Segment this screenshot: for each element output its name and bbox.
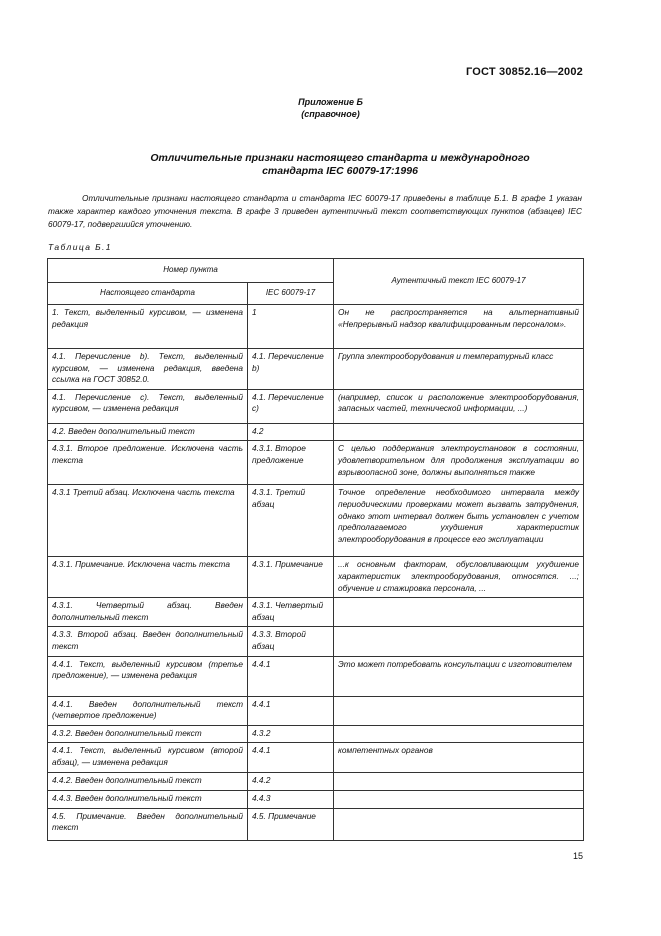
cell-this-standard: 4.3.1. Примечание. Исключена часть текста	[48, 557, 248, 598]
cell-this-standard: 4.4.1. Текст, выделенный курсивом (третье предложение), — изменена редакция	[48, 656, 248, 696]
cell-iec-clause: 4.4.2	[248, 773, 334, 791]
cell-this-standard: 4.3.1 Третий абзац. Исключена часть текста	[48, 485, 248, 557]
table-row	[48, 305, 584, 349]
cell-authentic-text: Это может потребовать консультации с изготовителем	[334, 656, 584, 696]
cell-this-standard: 4.3.1. Второе предложение. Исключена часть текста	[48, 441, 248, 485]
cell-iec-clause: 4.4.1	[248, 696, 334, 725]
table-body	[48, 305, 584, 841]
differences-table	[47, 258, 584, 841]
table-row	[48, 808, 584, 840]
document-code: ГОСТ 30852.16—2002	[465, 66, 583, 78]
header-this-standard: Настоящего стандарта	[48, 283, 248, 305]
cell-authentic-text: С целью поддержания электроустановок в состоянии, удовлетворительном для продолжения эксплуатации во взрывоопасной зоне, должны выполняться также	[334, 441, 584, 485]
cell-authentic-text	[334, 790, 584, 808]
cell-iec-clause: 4.3.1. Четвертый абзац	[248, 598, 334, 627]
cell-authentic-text	[334, 696, 584, 725]
cell-iec-clause: 4.3.1. Второе предложение	[248, 441, 334, 485]
cell-this-standard: 4.3.1. Четвертый абзац. Введен дополнительный текст	[48, 598, 248, 627]
cell-authentic-text: ...к основным факторам, обусловливающим ухудшение характеристик электрооборудования, относятся. ...; обучение и стажировка персонала, ...	[334, 557, 584, 598]
table-caption: Таблица Б.1	[48, 242, 112, 252]
title-line-1: Отличительные признаки настоящего стандарта и международного	[150, 152, 530, 164]
cell-iec-clause: 4.4.1	[248, 656, 334, 696]
header-clause-number: Номер пункта	[48, 259, 334, 283]
cell-this-standard: 1. Текст, выделенный курсивом, — изменена редакция	[48, 305, 248, 349]
table-row	[48, 725, 584, 743]
cell-this-standard: 4.3.3. Второй абзац. Введен дополнительный текст	[48, 627, 248, 656]
table-row	[48, 485, 584, 557]
header-iec: IEC 60079-17	[248, 283, 334, 305]
cell-iec-clause: 4.3.2	[248, 725, 334, 743]
section-title	[80, 152, 600, 177]
cell-authentic-text	[334, 423, 584, 441]
cell-iec-clause: 1	[248, 305, 334, 349]
page-number: 15	[572, 851, 583, 861]
cell-authentic-text: Группа электрооборудования и температурный класс	[334, 349, 584, 390]
cell-iec-clause: 4.2	[248, 423, 334, 441]
table-row	[48, 656, 584, 696]
cell-authentic-text	[334, 627, 584, 656]
table-row	[48, 773, 584, 791]
table-row	[48, 696, 584, 725]
intro-paragraph: Отличительные признаки настоящего стандарта и стандарта IEC 60079-17 приведены в таблице Б.1. В графе 1 указан также характер каждого уточнения текста. В графе 3 приведен аутентичный текст соответствующих пунктов (абзацев) IEC 60079-17, подвергшийся уточнению.	[48, 193, 582, 229]
cell-this-standard: 4.3.2. Введен дополнительный текст	[48, 725, 248, 743]
table-row	[48, 598, 584, 627]
cell-authentic-text: Точное определение необходимого интервала между периодическими проверками может вызвать затруднения, однако этот интервал должен быть установлен с учетом предполагаемого ухудшения характеристик электрооборудования в процессе его эксплуатации	[334, 485, 584, 557]
cell-iec-clause: 4.4.1	[248, 743, 334, 773]
table-row	[48, 790, 584, 808]
cell-this-standard: 4.5. Примечание. Введен дополнительный текст	[48, 808, 248, 840]
cell-authentic-text	[334, 773, 584, 791]
cell-this-standard: 4.4.1. Введен дополнительный текст (четвертое предложение)	[48, 696, 248, 725]
cell-this-standard: 4.4.3. Введен дополнительный текст	[48, 790, 248, 808]
cell-iec-clause: 4.5. Примечание	[248, 808, 334, 840]
cell-iec-clause: 4.3.1. Примечание	[248, 557, 334, 598]
table-row	[48, 423, 584, 441]
cell-authentic-text	[334, 725, 584, 743]
cell-this-standard: 4.1. Перечисление с). Текст, выделенный курсивом, — изменена редакция	[48, 389, 248, 423]
table-row	[48, 441, 584, 485]
cell-authentic-text: компетентных органов	[334, 743, 584, 773]
table-row	[48, 389, 584, 423]
header-authentic-text: Аутентичный текст IEC 60079-17	[334, 259, 584, 305]
cell-this-standard: 4.1. Перечисление b). Текст, выделенный курсивом, — изменена редакция, введена ссылка на ГОСТ 30852.0.	[48, 349, 248, 390]
cell-iec-clause: 4.4.3	[248, 790, 334, 808]
title-line-2: стандарта IEC 60079-17:1996	[262, 164, 418, 177]
table-row	[48, 557, 584, 598]
table-row	[48, 349, 584, 390]
cell-this-standard: 4.4.1. Текст, выделенный курсивом (второй абзац), — изменена редакция	[48, 743, 248, 773]
cell-authentic-text: (например, список и расположение электрооборудования, запасных частей, технической информации, ...)	[334, 389, 584, 423]
appendix-kind: (справочное)	[301, 109, 360, 119]
appendix-label: Приложение Б	[298, 97, 363, 107]
cell-authentic-text	[334, 598, 584, 627]
table-row	[48, 743, 584, 773]
cell-authentic-text: Он не распространяется на альтернативный «Непрерывный надзор квалифицированным персоналом».	[334, 305, 584, 349]
cell-iec-clause: 4.1. Перечисление с)	[248, 389, 334, 423]
cell-authentic-text	[334, 808, 584, 840]
cell-this-standard: 4.4.2. Введен дополнительный текст	[48, 773, 248, 791]
table-row	[48, 627, 584, 656]
cell-iec-clause: 4.3.3. Второй абзац	[248, 627, 334, 656]
appendix-heading	[0, 96, 661, 120]
cell-this-standard: 4.2. Введен дополнительный текст	[48, 423, 248, 441]
cell-iec-clause: 4.3.1. Третий абзац	[248, 485, 334, 557]
cell-iec-clause: 4.1. Перечисление b)	[248, 349, 334, 390]
